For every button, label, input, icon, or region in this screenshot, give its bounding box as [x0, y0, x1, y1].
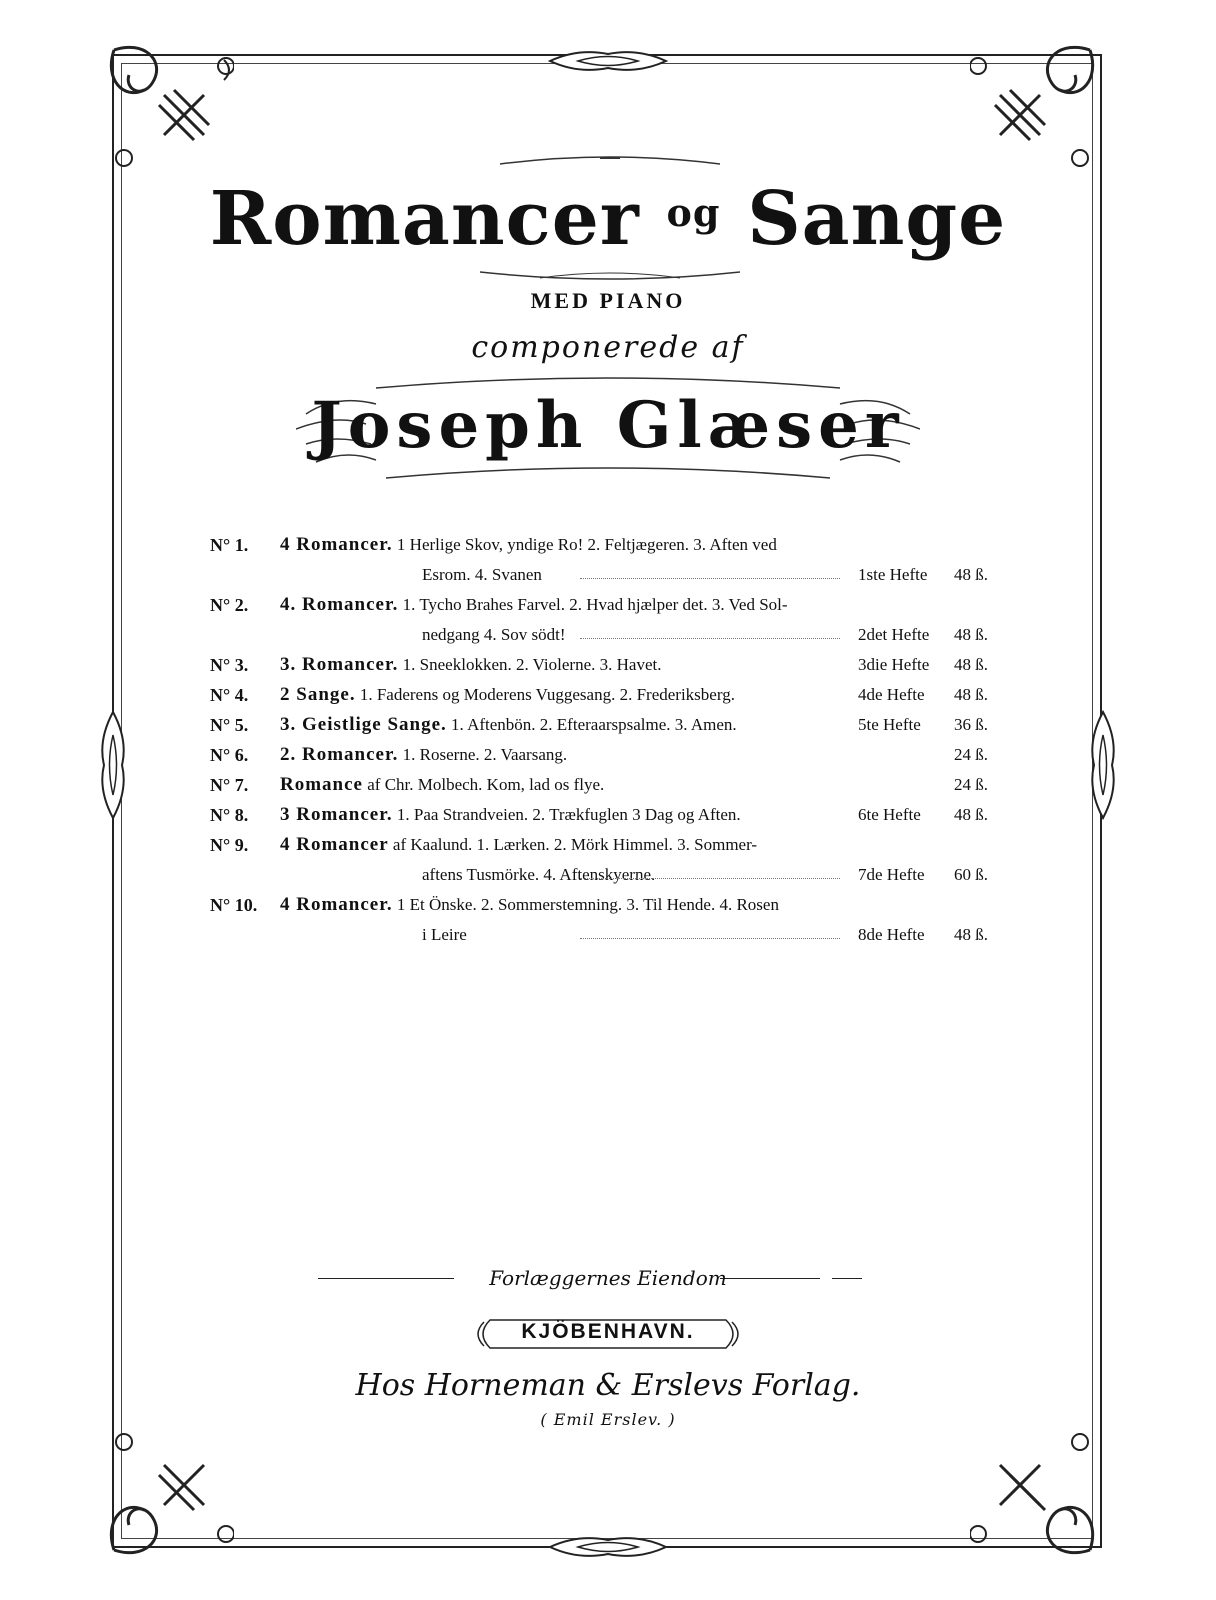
work-row — [210, 770, 1010, 800]
work-row — [210, 740, 1010, 770]
work-heft: 2det Hefte — [858, 625, 930, 644]
work-title — [280, 710, 737, 740]
work-kind: 4 Romancer. — [280, 534, 393, 555]
leader-dots — [580, 938, 840, 939]
work-number: N° 10. — [210, 895, 258, 915]
owner-notice: Forlæggernes Eiendom — [489, 1266, 727, 1290]
work-price: 36 ß. — [954, 715, 988, 734]
work-kind: 3 Romancer. — [280, 804, 393, 825]
work-title — [280, 650, 661, 680]
title-main: Romancer — [209, 176, 640, 262]
work-row — [210, 890, 1010, 920]
work-songs: 1. Faderens og Moderens Vuggesang. 2. Frederiksberg. — [359, 685, 735, 704]
work-title — [280, 590, 788, 620]
leader-dots — [580, 878, 840, 879]
corner-ornament-top-left — [104, 40, 234, 170]
city: KJÖBENHAVN. — [521, 1320, 695, 1343]
work-title — [280, 800, 741, 830]
work-songs: 1. Tycho Brahes Farvel. 2. Hvad hjælper det. 3. Ved Sol- — [402, 595, 788, 614]
work-price: 60 ß. — [954, 865, 988, 884]
work-songs: af Kaalund. 1. Lærken. 2. Mörk Himmel. 3. Sommer- — [392, 835, 758, 854]
work-title — [280, 770, 604, 800]
work-title — [280, 680, 735, 710]
bottom-center-ornament — [548, 1534, 668, 1560]
left-side-ornament — [98, 710, 128, 820]
work-number: N° 3. — [210, 655, 249, 675]
work-price: 48 ß. — [954, 685, 988, 704]
work-kind: 4 Romancer — [280, 834, 389, 855]
work-price: 48 ß. — [954, 625, 988, 644]
work-price: 48 ß. — [954, 565, 988, 584]
subtitle: MED PIANO — [530, 288, 686, 313]
work-number: N° 1. — [210, 535, 249, 555]
work-number: N° 2. — [210, 595, 249, 615]
work-number: N° 4. — [210, 685, 249, 705]
composer-name: Joseph Glæser — [311, 388, 905, 463]
work-title — [280, 890, 779, 920]
work-price: 24 ß. — [954, 775, 988, 794]
work-price: 48 ß. — [954, 925, 988, 944]
title-og: og — [666, 190, 721, 235]
title-flourish-top — [500, 150, 720, 174]
work-price: 24 ß. — [954, 745, 988, 764]
leader-dots — [580, 578, 840, 579]
work-number: N° 7. — [210, 775, 249, 795]
work-row-continued — [210, 920, 1010, 950]
work-row — [210, 800, 1010, 830]
work-songs: 1. Sneeklokken. 2. Violerne. 3. Havet. — [402, 655, 662, 674]
work-songs: 1. Aftenbön. 2. Efteraarspsalme. 3. Amen. — [451, 715, 737, 734]
work-row-continued — [210, 620, 1010, 650]
corner-ornament-bottom-right — [970, 1430, 1100, 1560]
work-songs-continued: aftens Tusmörke. 4. Aftenskyerne. — [422, 865, 656, 884]
work-number: N° 9. — [210, 835, 249, 855]
work-songs-continued: Esrom. 4. Svanen — [422, 565, 542, 584]
work-songs: 1. Roserne. 2. Vaarsang. — [402, 745, 568, 764]
work-heft: 5te Hefte — [858, 715, 921, 734]
page-title — [0, 176, 1216, 262]
work-price: 48 ß. — [954, 655, 988, 674]
work-kind: 3. Geistlige Sange. — [280, 714, 447, 735]
work-heft: 6te Hefte — [858, 805, 921, 824]
work-songs-continued: i Leire — [422, 925, 467, 944]
work-number: N° 5. — [210, 715, 249, 735]
work-kind: Romance — [280, 774, 363, 795]
work-heft: 3die Hefte — [858, 655, 930, 674]
publisher: Hos Horneman & Erslevs Forlag. — [355, 1368, 861, 1403]
work-number: N° 6. — [210, 745, 249, 765]
work-row — [210, 830, 1010, 860]
work-songs: 1 Et Önske. 2. Sommerstemning. 3. Til Hende. 4. Rosen — [396, 895, 779, 914]
work-heft: 8de Hefte — [858, 925, 925, 944]
work-price: 48 ß. — [954, 805, 988, 824]
work-title — [280, 740, 567, 770]
work-row — [210, 650, 1010, 680]
work-title — [280, 830, 757, 860]
works-list — [210, 530, 1010, 950]
top-center-ornament — [548, 48, 668, 74]
work-heft: 7de Hefte — [858, 865, 925, 884]
work-kind: 2 Sange. — [280, 684, 356, 705]
work-songs: 1 Herlige Skov, yndige Ro! 2. Feltjægeren. 3. Aften ved — [396, 535, 777, 554]
work-heft: 1ste Hefte — [858, 565, 928, 584]
publisher-sub: ( Emil Erslev. ) — [540, 1410, 676, 1429]
work-row — [210, 680, 1010, 710]
work-number: N° 8. — [210, 805, 249, 825]
work-kind: 3. Romancer. — [280, 654, 399, 675]
work-songs-continued: nedgang 4. Sov södt! — [422, 625, 566, 644]
title-end: Sange — [747, 176, 1007, 262]
work-kind: 4. Romancer. — [280, 594, 399, 615]
work-heft: 4de Hefte — [858, 685, 925, 704]
work-row-continued — [210, 560, 1010, 590]
work-row — [210, 710, 1010, 740]
composed-by: componerede af — [471, 330, 745, 365]
corner-ornament-top-right — [970, 40, 1100, 170]
corner-ornament-bottom-left — [104, 1430, 234, 1560]
right-side-ornament — [1088, 710, 1118, 820]
work-title — [280, 530, 777, 560]
work-kind: 4 Romancer. — [280, 894, 393, 915]
work-row — [210, 590, 1010, 620]
leader-dots — [580, 638, 840, 639]
work-kind: 2. Romancer. — [280, 744, 399, 765]
work-songs: af Chr. Molbech. Kom, lad os flye. — [367, 775, 605, 794]
work-songs: 1. Paa Strandveien. 2. Trækfuglen 3 Dag og Aften. — [396, 805, 741, 824]
work-row — [210, 530, 1010, 560]
work-row-continued — [210, 860, 1010, 890]
title-flourish-bottom — [480, 264, 740, 288]
